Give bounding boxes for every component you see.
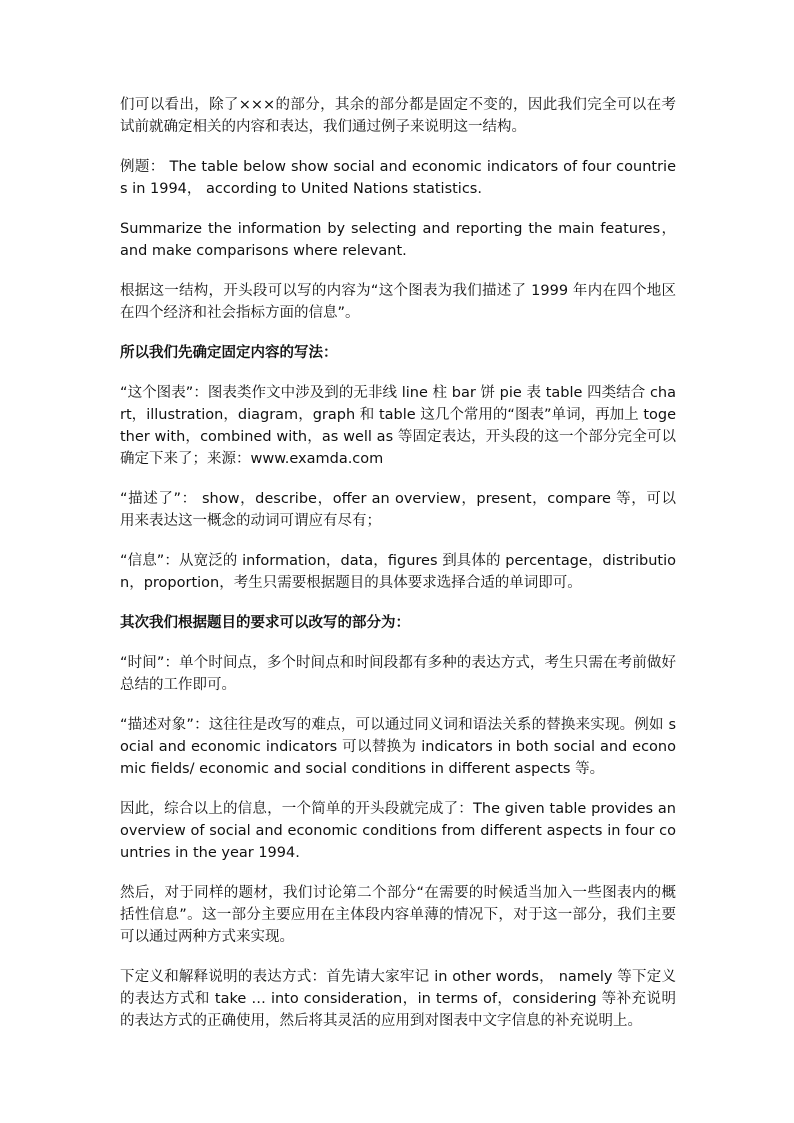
heading-fixed-content: 所以我们先确定固定内容的写法： [120,345,338,361]
paragraph-example-question: 例题： The table below show social and economic indicators of four countries in 1994， according to United Nations statistics. [120,159,676,197]
paragraph-opening-content: 根据这一结构，开头段可以写的内容为“这个图表为我们描述了 1999 年内在四个地区在四个经济和社会指标方面的信息”。 [120,283,676,321]
paragraph-intro-continuation: 们可以看出，除了×××的部分，其余的部分都是固定不变的，因此我们完全可以在考试前就确定相关的内容和表达，我们通过例子来说明这一结构。 [120,97,676,135]
paragraph-opening-example: 因此，综合以上的信息，一个简单的开头段就完成了：The given table provides an overview of social and economic conditions from different aspects in four countries in the year 1994. [120,801,676,861]
paragraph-description-object: “描述对象”：这往往是改写的难点，可以通过同义词和语法关系的替换来实现。例如 social and economic indicators 可以替换为 indicators in both social and economic fields/ economic and social conditions in different aspects 等。 [120,717,676,777]
paragraph-describe-verbs: “描述了”： show，describe，offer an overview，present，compare 等，可以用来表达这一概念的动词可谓应有尽有； [120,491,676,529]
paragraph-summarize-instruction: Summarize the information by selecting and reporting the main features， and make comparisons where relevant. [120,221,676,259]
paragraph-definition-expressions: 下定义和解释说明的表达方式：首先请大家牢记 in other words， namely 等下定义的表达方式和 take … into consideration，in terms of，considering 等补充说明的表达方式的正确使用，然后将其灵活的应用到对图表中文字信息的补充说明上。 [120,969,676,1029]
paragraph-information-terms: “信息”：从宽泛的 information，data，figures 到具体的 percentage，distribution，proportion，考生只需要根据题目的具体要求选择合适的单词即可。 [120,553,676,591]
heading-rewritable-parts: 其次我们根据题目的要求可以改写的部分为： [120,615,410,631]
paragraph-time-expressions: “时间”：单个时间点，多个时间点和时间段都有多种的表达方式，考生只需在考前做好总结的工作即可。 [120,655,676,693]
paragraph-second-part: 然后，对于同样的题材，我们讨论第二个部分“在需要的时候适当加入一些图表内的概括性信息”。这一部分主要应用在主体段内容单薄的情况下，对于这一部分，我们主要可以通过两种方式来实现。 [120,885,676,945]
paragraph-chart-terms: “这个图表”：图表类作文中涉及到的无非线 line 柱 bar 饼 pie 表 table 四类结合 chart，illustration，diagram，graph 和 table 这几个常用的“图表”单词，再加上 together with，combined with，as well as 等固定表达，开头段的这一个部分完全可以确定下来了；来源：www.examda.com [120,385,676,467]
document-body [120,94,676,1050]
